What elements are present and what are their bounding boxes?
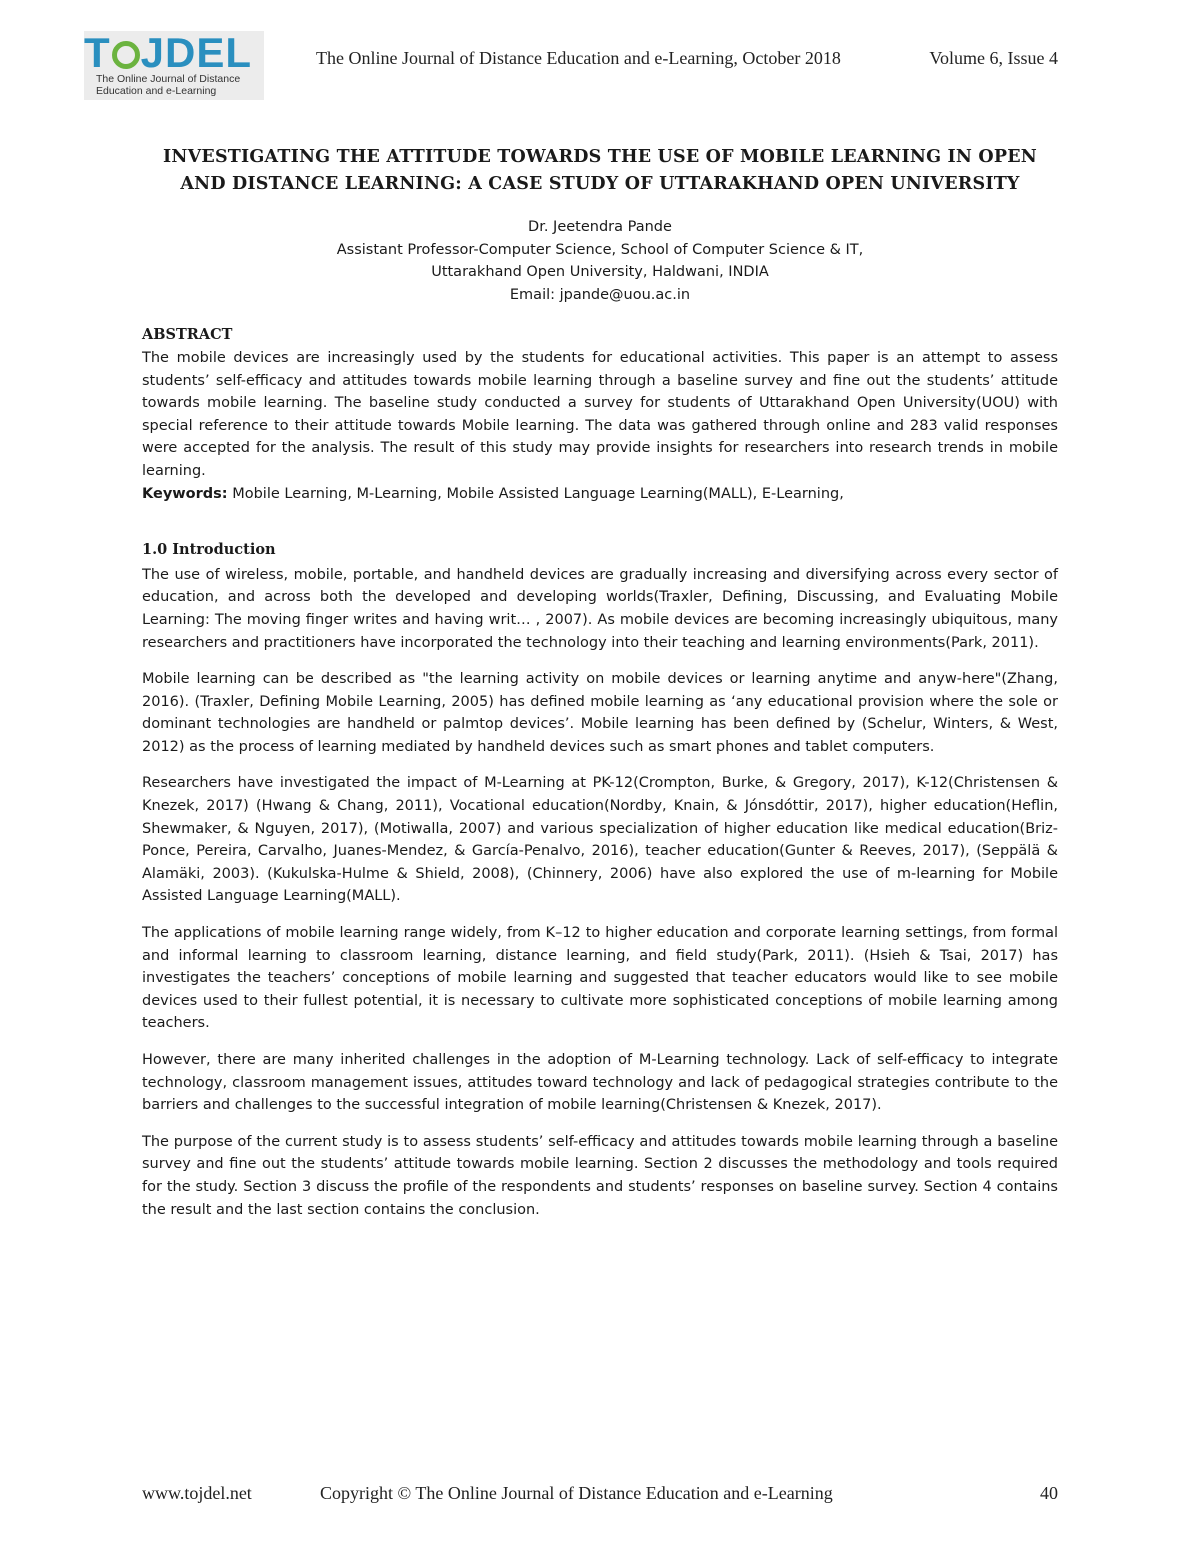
paragraph: The applications of mobile learning range widely, from K–12 to higher education and corporate learning settings, from formal and informal learning to classroom learning, distance learning, and field study(Park, 2011). (Hsieh & Tsai, 2017) has investigates the teachers’ conceptions of mobile learning and suggested that teacher educators would like to see mobile devices used to their fullest potential, it is necessary to cultivate more sophisticated conceptions of mobile learning among teachers.: [142, 925, 1058, 1032]
keywords-text: Mobile Learning, M-Learning, Mobile Assisted Language Learning(MALL), E-Learning,: [227, 485, 844, 502]
paragraph: Researchers have investigated the impact of M-Learning at PK-12(Crompton, Burke, & Gregory, 2017), K-12(Christensen & Knezek, 2017) (Hwang & Chang, 2011), Vocational education(Nordby, Knain, & Jónsdóttir, 2017), higher education(Heflin, Shewmaker, & Nguyen, 2017), (Motiwalla, 2007) and various specialization of higher education like medical education(Briz-Ponce, Pereira, Carvalho, Juanes-Mendez, & García-Penalvo, 2016), teacher education(Gunter & Reeves, 2017), (Seppälä & Alamäki, 2003). (Kukulska-Hulme & Shield, 2008), (Chinnery, 2006) have also explored the use of m-learning for Mobile Assisted Language Learning(MALL).: [142, 775, 1058, 905]
article-body: [142, 144, 1058, 1235]
paragraph: Mobile learning can be described as "the learning activity on mobile devices or learning anytime and anyw-here"(Zhang, 2016). (Traxler, Defining Mobile Learning, 2005) has defined mobile learning as ‘any educational provision where the sole or dominant technologies are handheld or palmtop devices’. Mobile learning has been defined by (Schelur, Winters, & West, 2012) as the process of learning mediated by handheld devices such as smart phones and tablet computers.: [142, 671, 1058, 755]
author-block: [142, 216, 1058, 306]
section-heading: 1.0 Introduction: [142, 541, 276, 559]
logo-subtitle: The Online Journal of Distance Education and e-Learning: [96, 73, 241, 97]
logo-o-icon: [112, 41, 140, 69]
keywords-label: Keywords:: [142, 485, 228, 502]
footer-url[interactable]: www.tojdel.net: [142, 1483, 252, 1503]
header-volume: Volume 6, Issue 4: [929, 48, 1058, 68]
affiliation-line-1: Assistant Professor-Computer Science, School of Computer Science & IT,: [336, 241, 864, 258]
paragraph: However, there are many inherited challenges in the adoption of M-Learning technology. Lack of self-efficacy to integrate technology, classroom management issues, attitudes toward technology and lack of pedagogical strategies contribute to the barriers and challenges to the successful integration of mobile learning(Christensen & Knezek, 2017).: [142, 1052, 1058, 1114]
header-journal: The Online Journal of Distance Education and e-Learning, October 2018: [316, 48, 841, 68]
paragraph: The use of wireless, mobile, portable, and handheld devices are gradually increasing and diversifying across every sector of education, and across both the developed and developing worlds(Traxler, Defining, Discussing, and Evaluating Mobile Learning: The moving finger writes and having writ… , 2007). As mobile devices are becoming increasingly ubiquitous, many researchers and practitioners have incorporated the technology into their teaching and learning environments(Park, 2011).: [142, 566, 1058, 651]
page-number: 40: [1040, 1483, 1058, 1503]
author-email: Email: jpande@uou.ac.in: [509, 286, 691, 303]
article-title: INVESTIGATING THE ATTITUDE TOWARDS THE USE OF MOBILE LEARNING IN OPEN AND DISTANCE LEARNING: A CASE STUDY OF UTTARAKHAND OPEN UNIVERSITY: [163, 147, 1037, 194]
abstract-text: The mobile devices are increasingly used by the students for educational activities. This paper is an attempt to assess students’ self-efficacy and attitudes towards mobile learning through a baseline survey and fine out the students’ attitude towards mobile learning. The baseline study conducted a survey for students of Uttarakhand Open University(UOU) with special reference to their attitude towards Mobile learning. The data was gathered through online and 283 valid responses were accepted for the analysis. The result of this study may provide insights for researchers into research trends in mobile learning.: [142, 349, 1058, 479]
paragraph: The purpose of the current study is to assess students’ self-efficacy and attitudes towards mobile learning through a baseline survey and fine out the students’ attitude towards mobile learning. Section 2 discusses the methodology and tools required for the study. Section 3 discuss the profile of the respondents and students’ responses on baseline survey. Section 4 contains the result and the last section contains the conclusion.: [142, 1133, 1058, 1218]
keywords-line: [142, 483, 1058, 506]
abstract-heading: ABSTRACT: [142, 326, 233, 344]
logo-wordmark: T JDEL: [84, 29, 253, 76]
footer-copyright: Copyright © The Online Journal of Distance Education and e-Learning: [320, 1483, 833, 1503]
author-name: Dr. Jeetendra Pande: [528, 219, 672, 235]
journal-logo: [84, 31, 264, 100]
affiliation-line-2: Uttarakhand Open University, Haldwani, INDIA: [431, 264, 769, 281]
